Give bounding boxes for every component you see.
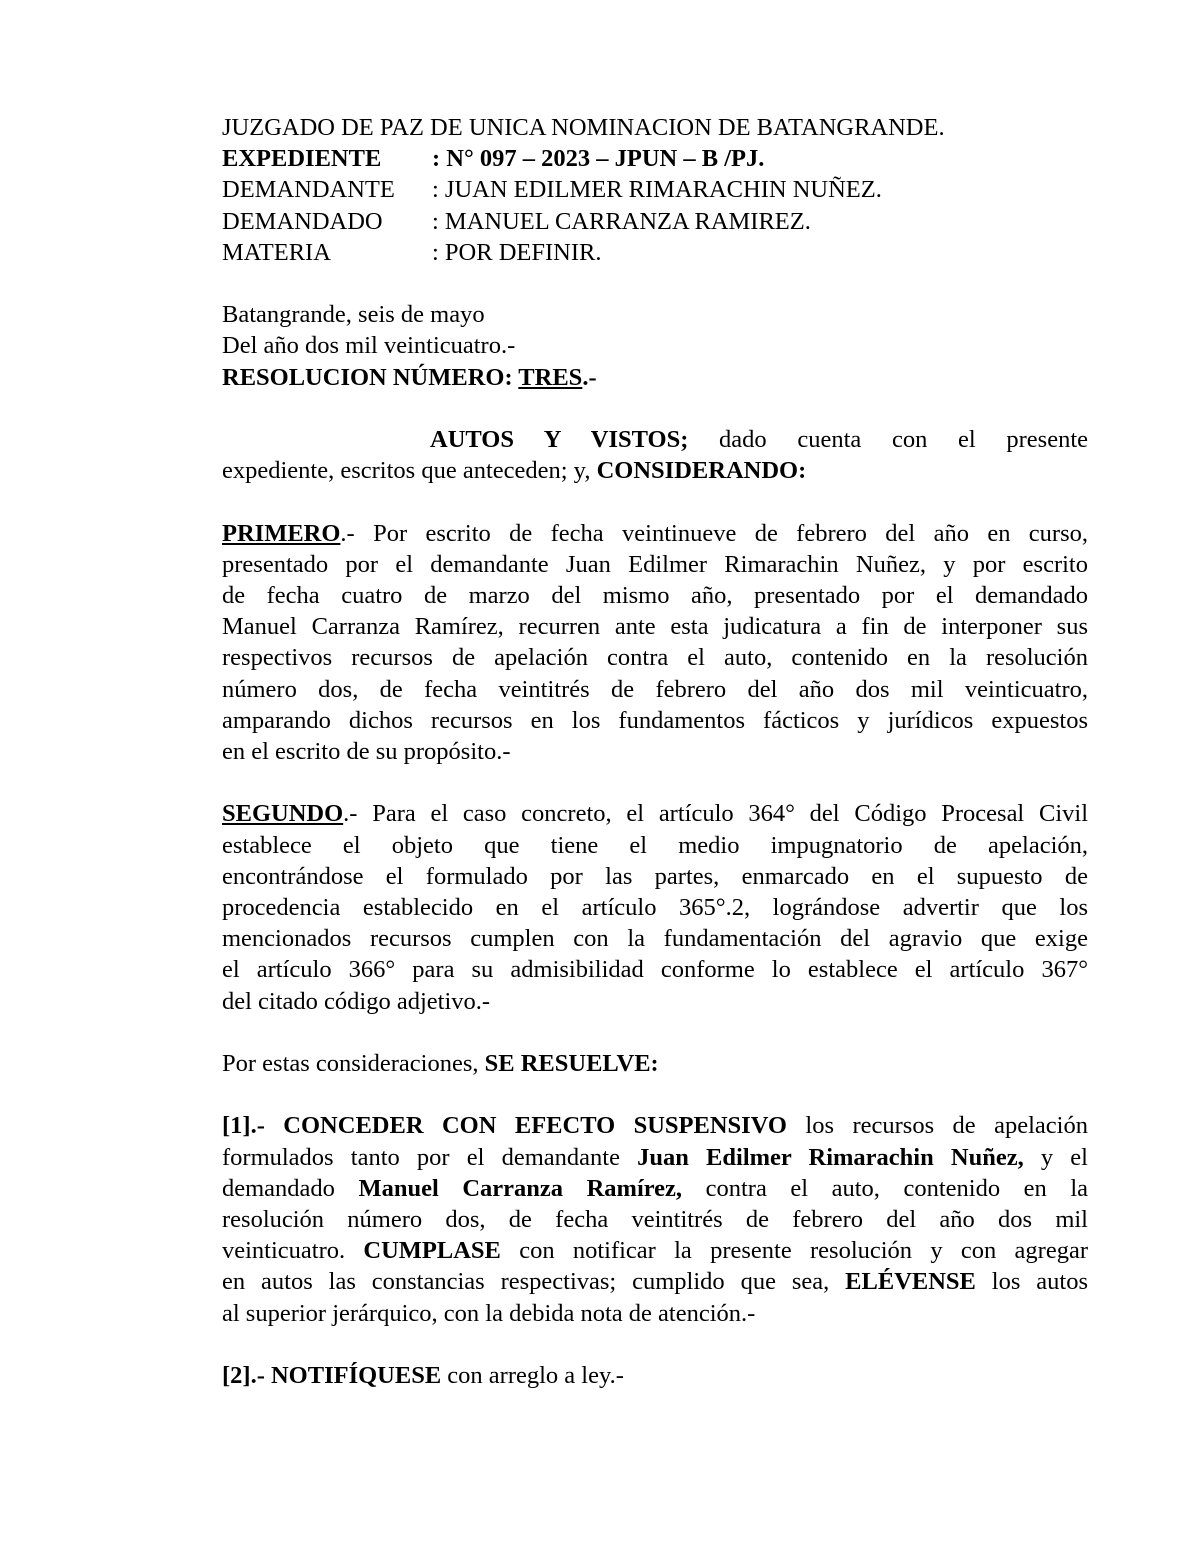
item1-text: demandado — [222, 1174, 359, 1202]
resolution-number — [222, 362, 1088, 393]
autos-line-1 — [222, 424, 1088, 455]
resolution-suffix: .- — [582, 363, 597, 391]
item1-text: los recursos de apelación — [786, 1112, 1088, 1140]
header-label: MATERIA — [222, 238, 331, 266]
resuelve-text: Por estas consideraciones, — [222, 1050, 485, 1078]
primero-line: respectivos recursos de apelación contra el auto, contenido en la resolución — [222, 644, 1088, 672]
header-value: : POR DEFINIR. — [432, 238, 602, 266]
item1-line: resolución número dos, de fecha veintitrés de febrero del año dos mil — [222, 1206, 1088, 1234]
primero-text: .- Por escrito de fecha veintinueve de febrero del año en curso, — [340, 519, 1088, 547]
cumplase-bold: CUMPLASE — [363, 1237, 501, 1265]
segundo-paragraph — [222, 798, 1088, 1016]
demandante-name: Juan Edilmer Rimarachin Nuñez, — [637, 1143, 1024, 1171]
date-line-1: Batangrande, seis de mayo — [222, 301, 485, 329]
item-1 — [222, 1110, 1088, 1328]
item1-text: contra el auto, contenido en la — [682, 1174, 1088, 1202]
header-row-expediente — [222, 143, 1088, 174]
header-row-materia — [222, 237, 1088, 268]
primero-heading: PRIMERO — [222, 519, 341, 547]
resuelve-bold: SE RESUELVE: — [484, 1050, 659, 1078]
considerando-label: CONSIDERANDO: — [596, 457, 807, 485]
item1-line — [222, 1266, 1088, 1297]
header-row-demandado — [222, 206, 1088, 237]
segundo-heading: SEGUNDO — [222, 800, 344, 828]
primero-line: en el escrito de su propósito.- — [222, 738, 511, 766]
primero-paragraph — [222, 518, 1088, 768]
item-2 — [222, 1360, 1088, 1391]
header-value: : JUAN EDILMER RIMARACHIN NUÑEZ. — [432, 176, 882, 204]
item1-line — [222, 1142, 1088, 1173]
autos-rest: dado cuenta con el presente — [719, 426, 1089, 453]
document-page — [222, 112, 1088, 1391]
segundo-line: el artículo 366° para su admisibilidad conforme lo establece el artículo 367° — [222, 956, 1088, 984]
autos-rest-2: expediente, escritos que anteceden; y, — [222, 457, 597, 485]
primero-line — [222, 518, 1088, 549]
header-row-demandante — [222, 174, 1088, 205]
segundo-line: establece el objeto que tiene el medio impugnatorio de apelación, — [222, 831, 1088, 859]
item2-bold: [2].- NOTIFÍQUESE — [222, 1362, 442, 1390]
elevense-bold: ELÉVENSE — [845, 1268, 976, 1296]
autos-y-vistos — [222, 424, 1088, 486]
segundo-text: .- Para el caso concreto, el artículo 364° del Código Procesal Civil — [343, 800, 1088, 828]
header-label: EXPEDIENTE — [222, 145, 382, 173]
item1-line: al superior jerárquico, con la debida nota de atención.- — [222, 1299, 756, 1327]
item1-text: y el — [1023, 1143, 1088, 1171]
segundo-line: mencionados recursos cumplen con la fundamentación del agravio que exige — [222, 925, 1088, 953]
header-label: DEMANDADO — [222, 207, 383, 235]
item1-line — [222, 1110, 1088, 1141]
segundo-line: encontrándose el formulado por las partes, enmarcado en el supuesto de — [222, 862, 1088, 890]
item1-text: en autos las constancias respectivas; cumplido que sea, — [222, 1268, 846, 1296]
header-value: : N° 097 – 2023 – JPUN – B /PJ. — [432, 145, 765, 173]
autos-bold: AUTOS Y VISTOS; — [430, 426, 689, 453]
item1-text: los autos — [975, 1268, 1088, 1296]
item1-text: con notificar la presente resolución y con agregar — [500, 1237, 1088, 1265]
header-value: : MANUEL CARRANZA RAMIREZ. — [432, 207, 811, 235]
header-label: DEMANDANTE — [222, 176, 395, 204]
item1-text: formulados tanto por el demandante — [222, 1143, 638, 1171]
item1-bold: [1].- CONCEDER CON EFECTO SUSPENSIVO — [222, 1112, 787, 1140]
demandado-name: Manuel Carranza Ramírez, — [358, 1174, 683, 1202]
item1-line — [222, 1235, 1088, 1266]
primero-line: Manuel Carranza Ramírez, recurren ante esta judicatura a fin de interponer sus — [222, 613, 1088, 641]
primero-line: número dos, de fecha veintitrés de febrero del año dos mil veinticuatro, — [222, 675, 1088, 703]
resolution-prefix: RESOLUCION NÚMERO: — [222, 363, 519, 391]
item1-line — [222, 1173, 1088, 1204]
autos-line-2 — [222, 455, 1088, 486]
court-title: JUZGADO DE PAZ DE UNICA NOMINACION DE BATANGRANDE. — [222, 114, 945, 141]
item2-text: con arreglo a ley.- — [441, 1362, 624, 1390]
date-line-2: Del año dos mil veinticuatro.- — [222, 332, 516, 360]
segundo-line — [222, 798, 1088, 829]
primero-line: amparando dichos recursos en los fundamentos fácticos y jurídicos expuestos — [222, 706, 1088, 734]
primero-line: presentado por el demandante Juan Edilmer Rimarachin Nuñez, y por escrito — [222, 550, 1088, 578]
resolution-value: TRES — [518, 363, 583, 391]
primero-line: de fecha cuatro de marzo del mismo año, presentado por el demandado — [222, 582, 1088, 609]
resuelve-line — [222, 1048, 1088, 1079]
segundo-line: del citado código adjetivo.- — [222, 987, 491, 1015]
segundo-line: procedencia establecido en el artículo 365°.2, lográndose advertir que los — [222, 894, 1088, 922]
item1-text: veinticuatro. — [222, 1237, 364, 1265]
